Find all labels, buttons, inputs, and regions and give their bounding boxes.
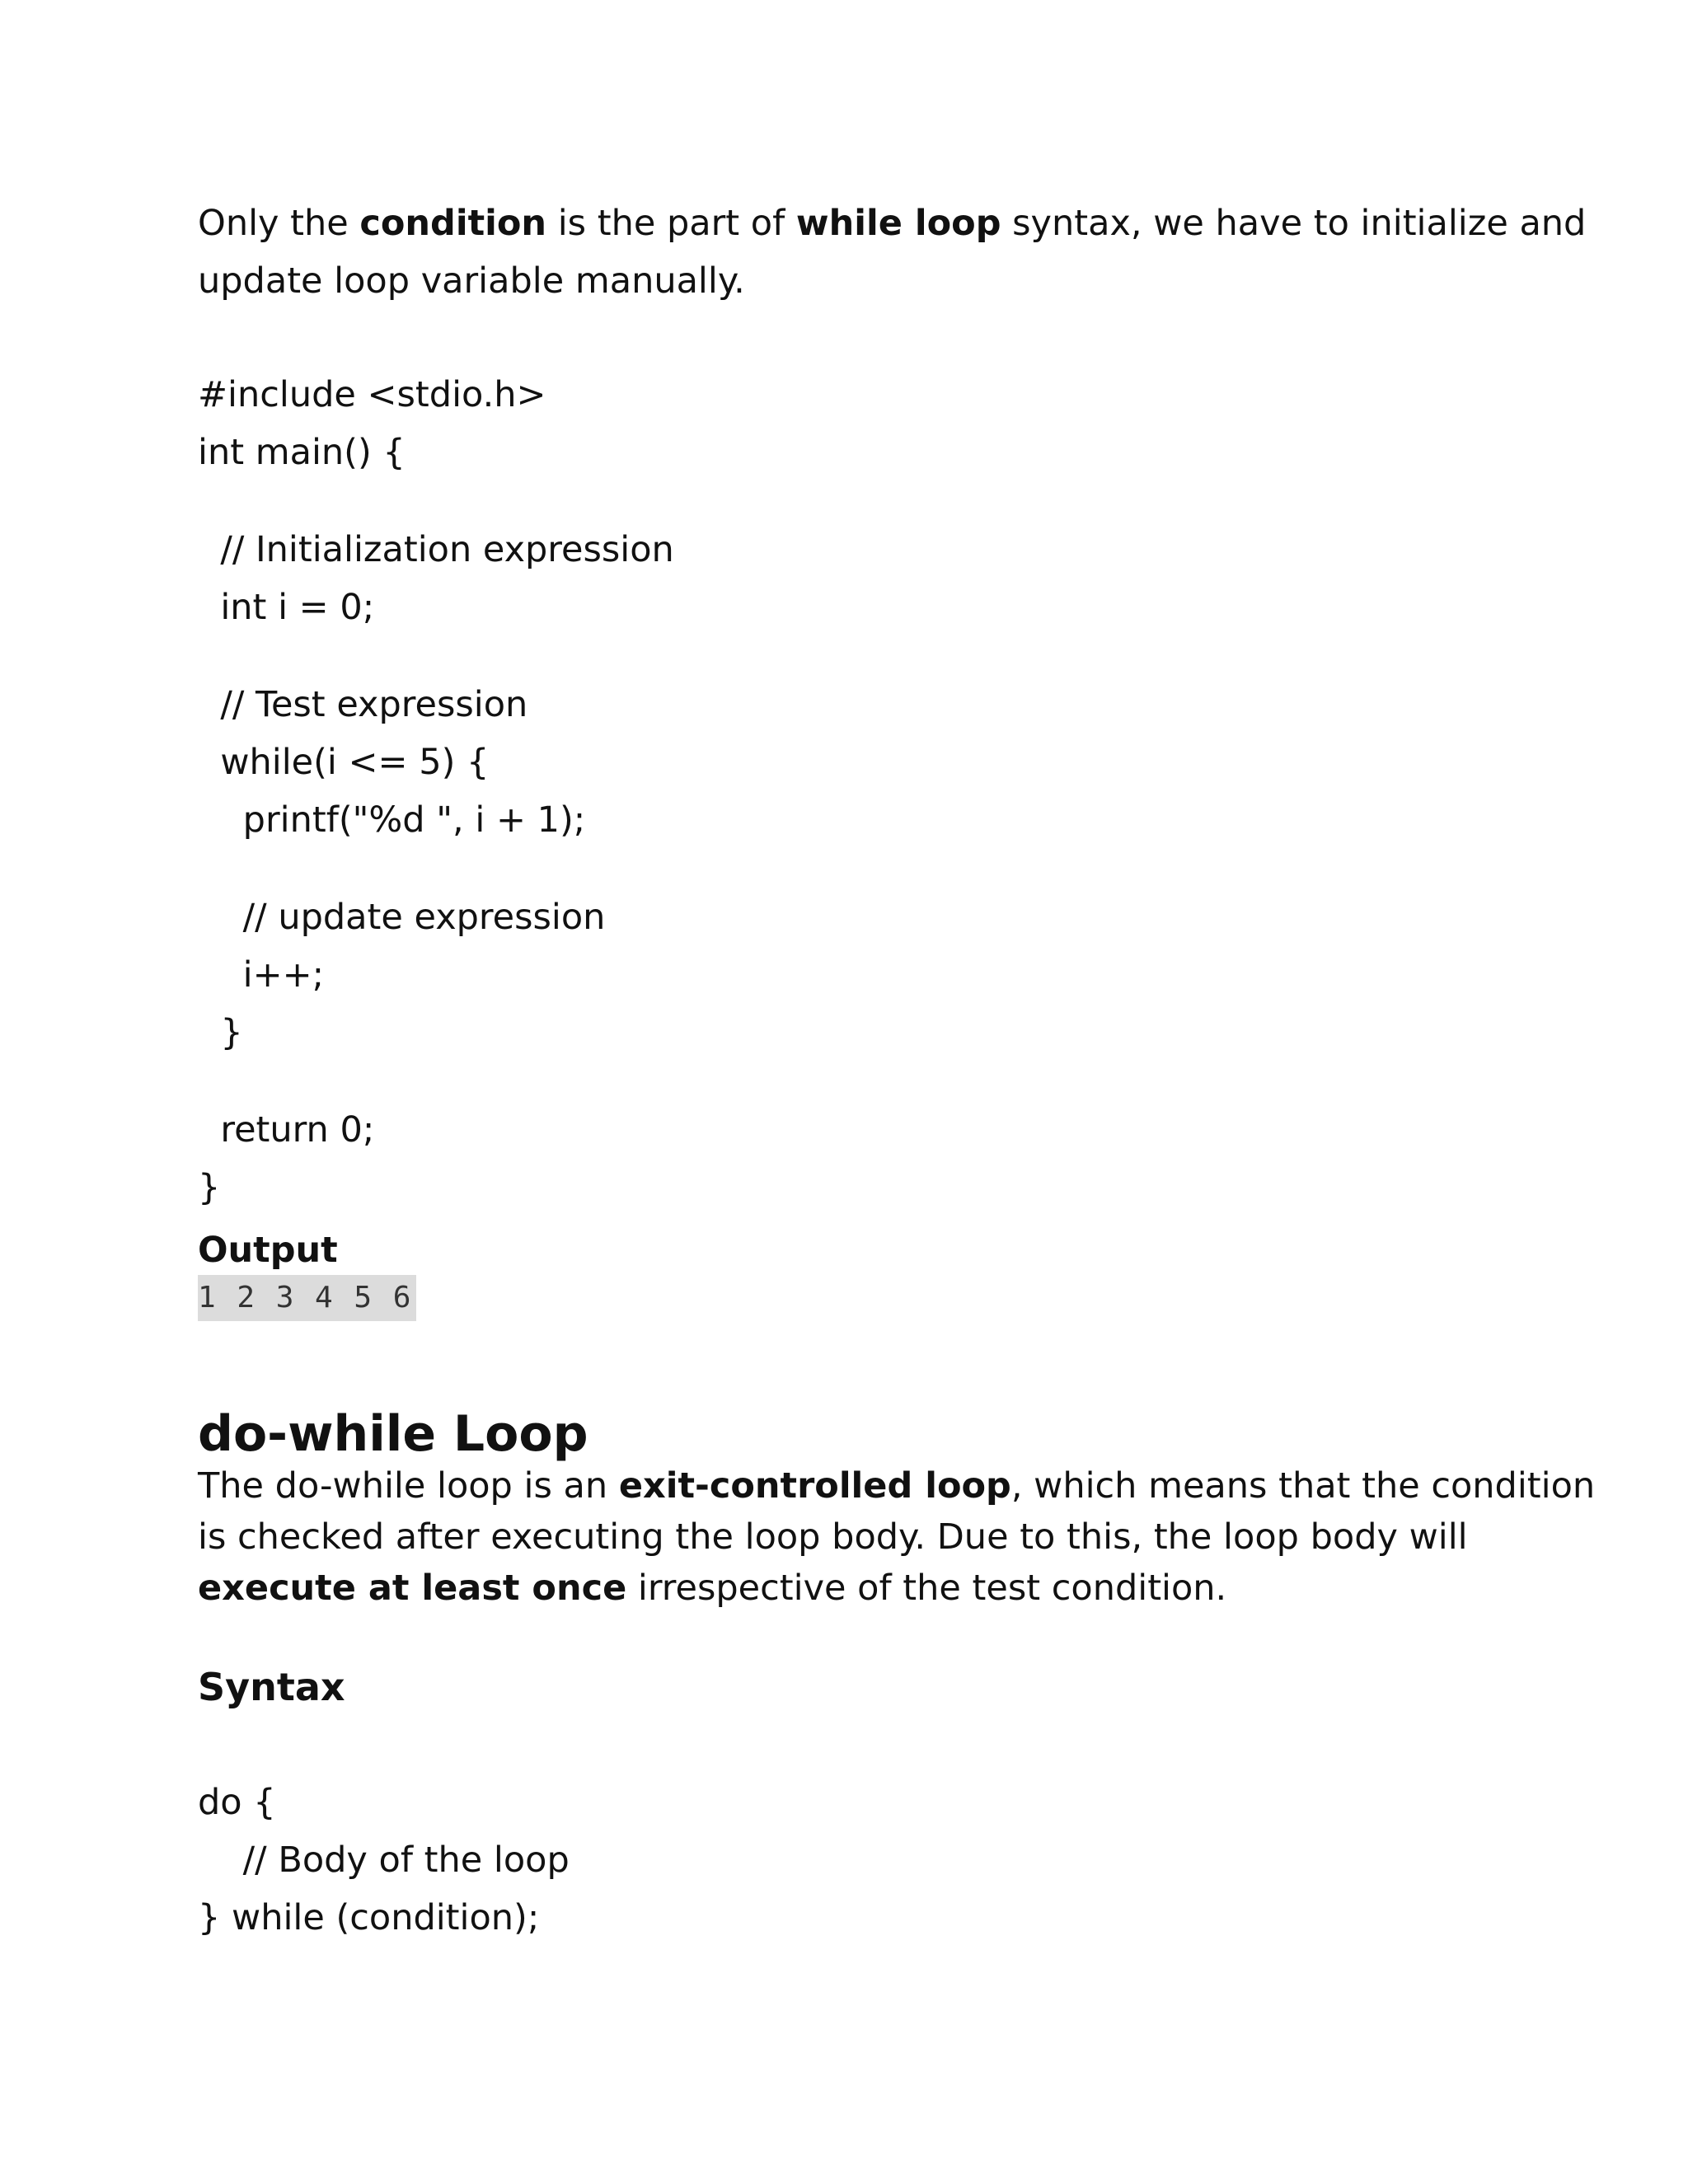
code-line: // Test expression <box>198 684 528 725</box>
document-page <box>198 0 1596 2184</box>
code-line: while(i <= 5) { <box>198 742 490 783</box>
intro-bold-while-loop: while loop <box>795 203 1001 244</box>
intro-text: Only the <box>198 203 360 244</box>
code-line: // update expression <box>198 897 606 938</box>
code-line: } <box>198 1012 243 1053</box>
code-line: return 0; <box>198 1109 375 1151</box>
output-value: 1 2 3 4 5 6 <box>198 1275 416 1321</box>
section-heading-do-while: do-while Loop <box>198 1405 588 1463</box>
do-while-bold-exit-controlled: exit-controlled loop <box>618 1465 1011 1507</box>
code-line: } <box>198 1167 221 1208</box>
code-line: printf("%d ", i + 1); <box>198 799 586 841</box>
do-while-paragraph-line-2: is checked after executing the loop body. Due to this, the loop body will <box>198 1516 1468 1558</box>
do-while-text: The do-while loop is an <box>198 1465 619 1507</box>
do-while-paragraph-line-1 <box>198 1460 1595 1511</box>
intro-text: is the part of <box>546 203 796 244</box>
syntax-code-line: // Body of the loop <box>198 1840 570 1881</box>
syntax-code-line: do { <box>198 1782 276 1823</box>
syntax-code-line: } while (condition); <box>198 1897 540 1938</box>
intro-text: syntax, we have to initialize and <box>1001 203 1587 244</box>
code-line: // Initialization expression <box>198 529 674 570</box>
intro-paragraph-line-1 <box>198 194 1586 252</box>
do-while-text: , which means that the condition <box>1010 1465 1596 1507</box>
code-line: i++; <box>198 954 325 996</box>
do-while-bold-execute-once: execute at least once <box>198 1568 627 1609</box>
syntax-heading: Syntax <box>198 1665 345 1709</box>
intro-bold-condition: condition <box>359 203 547 244</box>
output-label: Output <box>198 1230 338 1271</box>
do-while-text: irrespective of the test condition. <box>626 1568 1227 1609</box>
do-while-paragraph-line-3 <box>198 1563 1226 1614</box>
code-line: int main() { <box>198 432 406 473</box>
code-line: int i = 0; <box>198 587 375 628</box>
code-line: #include <stdio.h> <box>198 374 546 415</box>
intro-paragraph-line-2: update loop variable manually. <box>198 260 745 302</box>
